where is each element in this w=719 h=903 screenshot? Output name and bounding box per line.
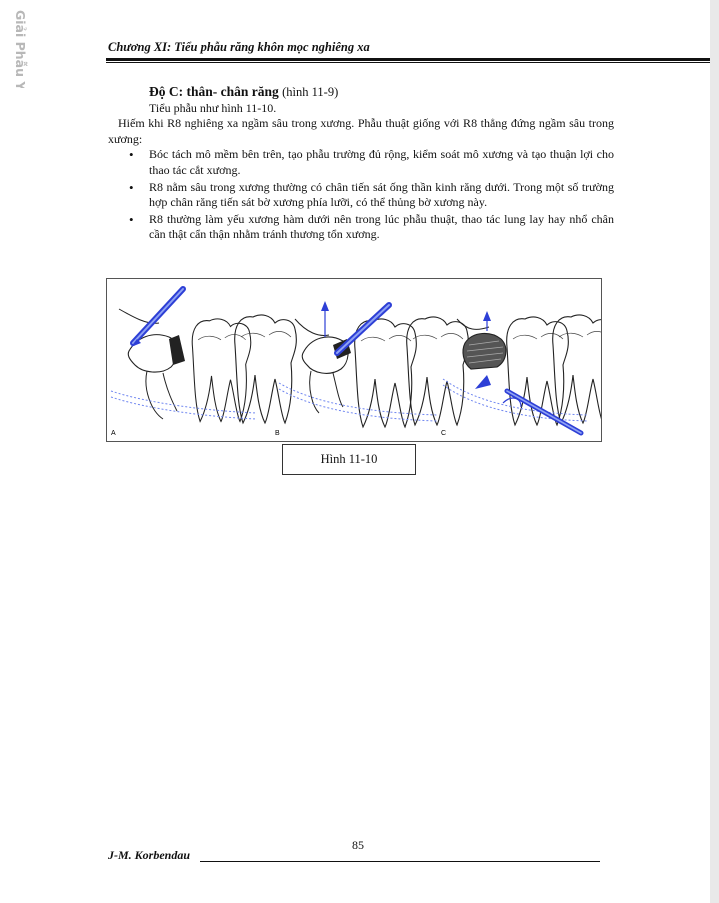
watermark-text-graphic [10, 8, 32, 88]
bullet-item: • Bóc tách mô mềm bên trên, tạo phẫu trường đủ rộng, kiểm soát mô xương và tạo thuận lợi cho thao tác cắt xương. [149, 147, 614, 178]
bullet-item: • R8 nằm sâu trong xương thường có chân tiến sát ống thần kinh răng dưới. Trong một số trường hợp chân răng tiến sát bờ xương phía lưỡi, có thể thủng bờ xương này. [149, 180, 614, 211]
header-rule-thick [106, 58, 710, 61]
figure-drawing [107, 279, 601, 441]
header-rule-thin [106, 62, 710, 63]
bullet-item: • R8 thường làm yếu xương hàm dưới nên trong lúc phẫu thuật, thao tác lung lay hay nhổ chân cần thật cẩn thận nhằm tránh thương tổn xương. [149, 212, 614, 243]
footer-rule [200, 861, 600, 862]
watermark [10, 8, 32, 88]
section-title [149, 84, 614, 101]
bullet-list [108, 147, 614, 243]
panel-label-a: A [111, 430, 116, 437]
body-text [108, 84, 614, 244]
svg-text:Giải Phẫu Y Khoa: Giải Phẫu Y Khoa [13, 10, 28, 88]
panel-label-c: C [441, 430, 447, 437]
panel-label-b: B [275, 430, 280, 437]
section-title-ref: (hình 11-9) [282, 85, 339, 99]
page-number: 85 [352, 838, 364, 852]
paragraph: Hiếm khi R8 nghiêng xa ngầm sâu trong xương. Phẫu thuật giống với R8 thẳng đứng ngầm sâu trong xương: [108, 116, 614, 146]
footer-author: J-M. Korbendau [108, 848, 191, 862]
figure-illustration [106, 278, 602, 442]
panel-a [111, 289, 296, 423]
section-title-text: Độ C: thân- chân răng [149, 84, 279, 99]
intro-line: Tiểu phẫu như hình 11-10. [149, 100, 277, 115]
figure-caption: Hình 11-10 [282, 444, 416, 475]
panel-b [279, 301, 468, 427]
chapter-header: Chương XI: Tiểu phẫu răng khôn mọc nghiêng xa [108, 40, 370, 54]
viewer-background-strip [710, 0, 719, 903]
